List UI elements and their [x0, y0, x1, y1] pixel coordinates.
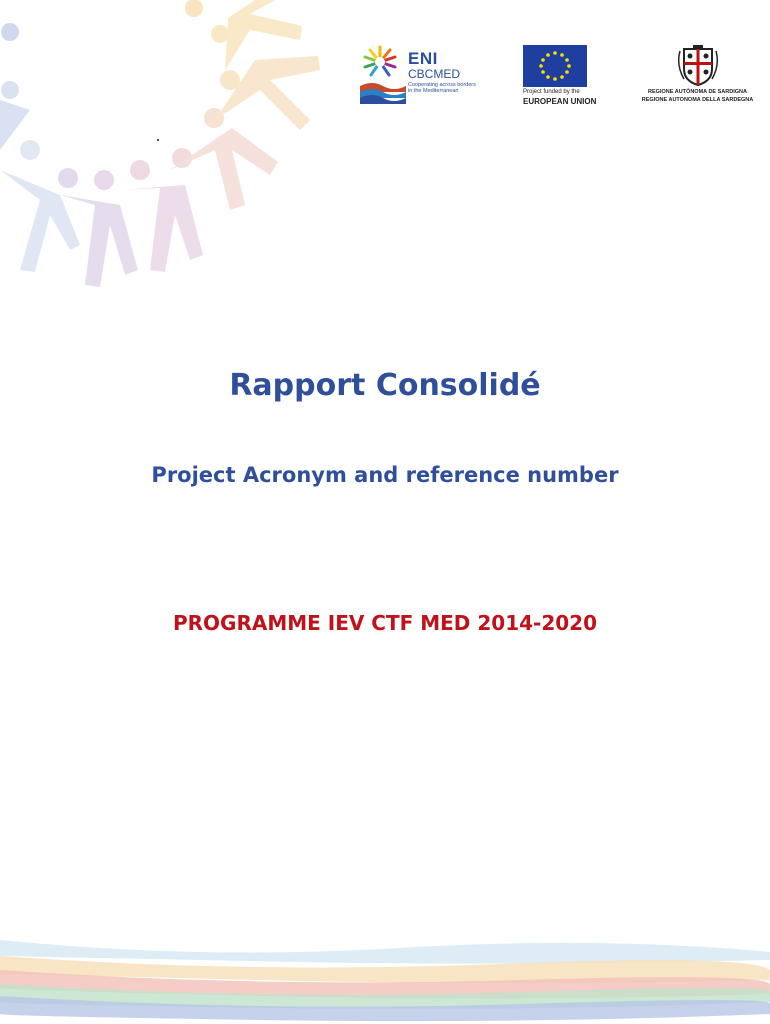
eu-stars-icon — [523, 45, 587, 87]
eni-cbcmed-logo — [360, 42, 480, 106]
eu-logo — [523, 45, 597, 109]
sun-icon — [360, 44, 400, 80]
programme-name: PROGRAMME IEV CTF MED 2014-2020 — [172, 611, 598, 635]
decorative-waves-footer — [0, 930, 770, 1024]
document-title: Rapport Consolidé — [229, 368, 541, 403]
sardegna-caption-line2: REGIONE AUTONOMA DELLA SARDEGNA — [641, 97, 754, 103]
eni-title: ENI — [408, 49, 438, 68]
eni-subtitle: CBCMED — [408, 67, 461, 81]
eu-caption-line1: Project funded by the — [523, 89, 580, 95]
sardegna-logo — [640, 45, 755, 109]
eu-flag — [523, 45, 587, 87]
eu-caption-line2: EUROPEAN UNION — [523, 97, 597, 106]
sardinia-crest-icon — [676, 45, 720, 87]
document-subtitle: Project Acronym and reference number — [151, 463, 619, 487]
header-logos — [0, 42, 770, 112]
eni-tagline: Cooperating across borders in the Mediterranean — [408, 82, 476, 94]
sardegna-caption-line1: REGIONE AUTÒNOMA DE SARDIGNA — [648, 89, 747, 95]
sea-wave-icon — [360, 80, 406, 104]
